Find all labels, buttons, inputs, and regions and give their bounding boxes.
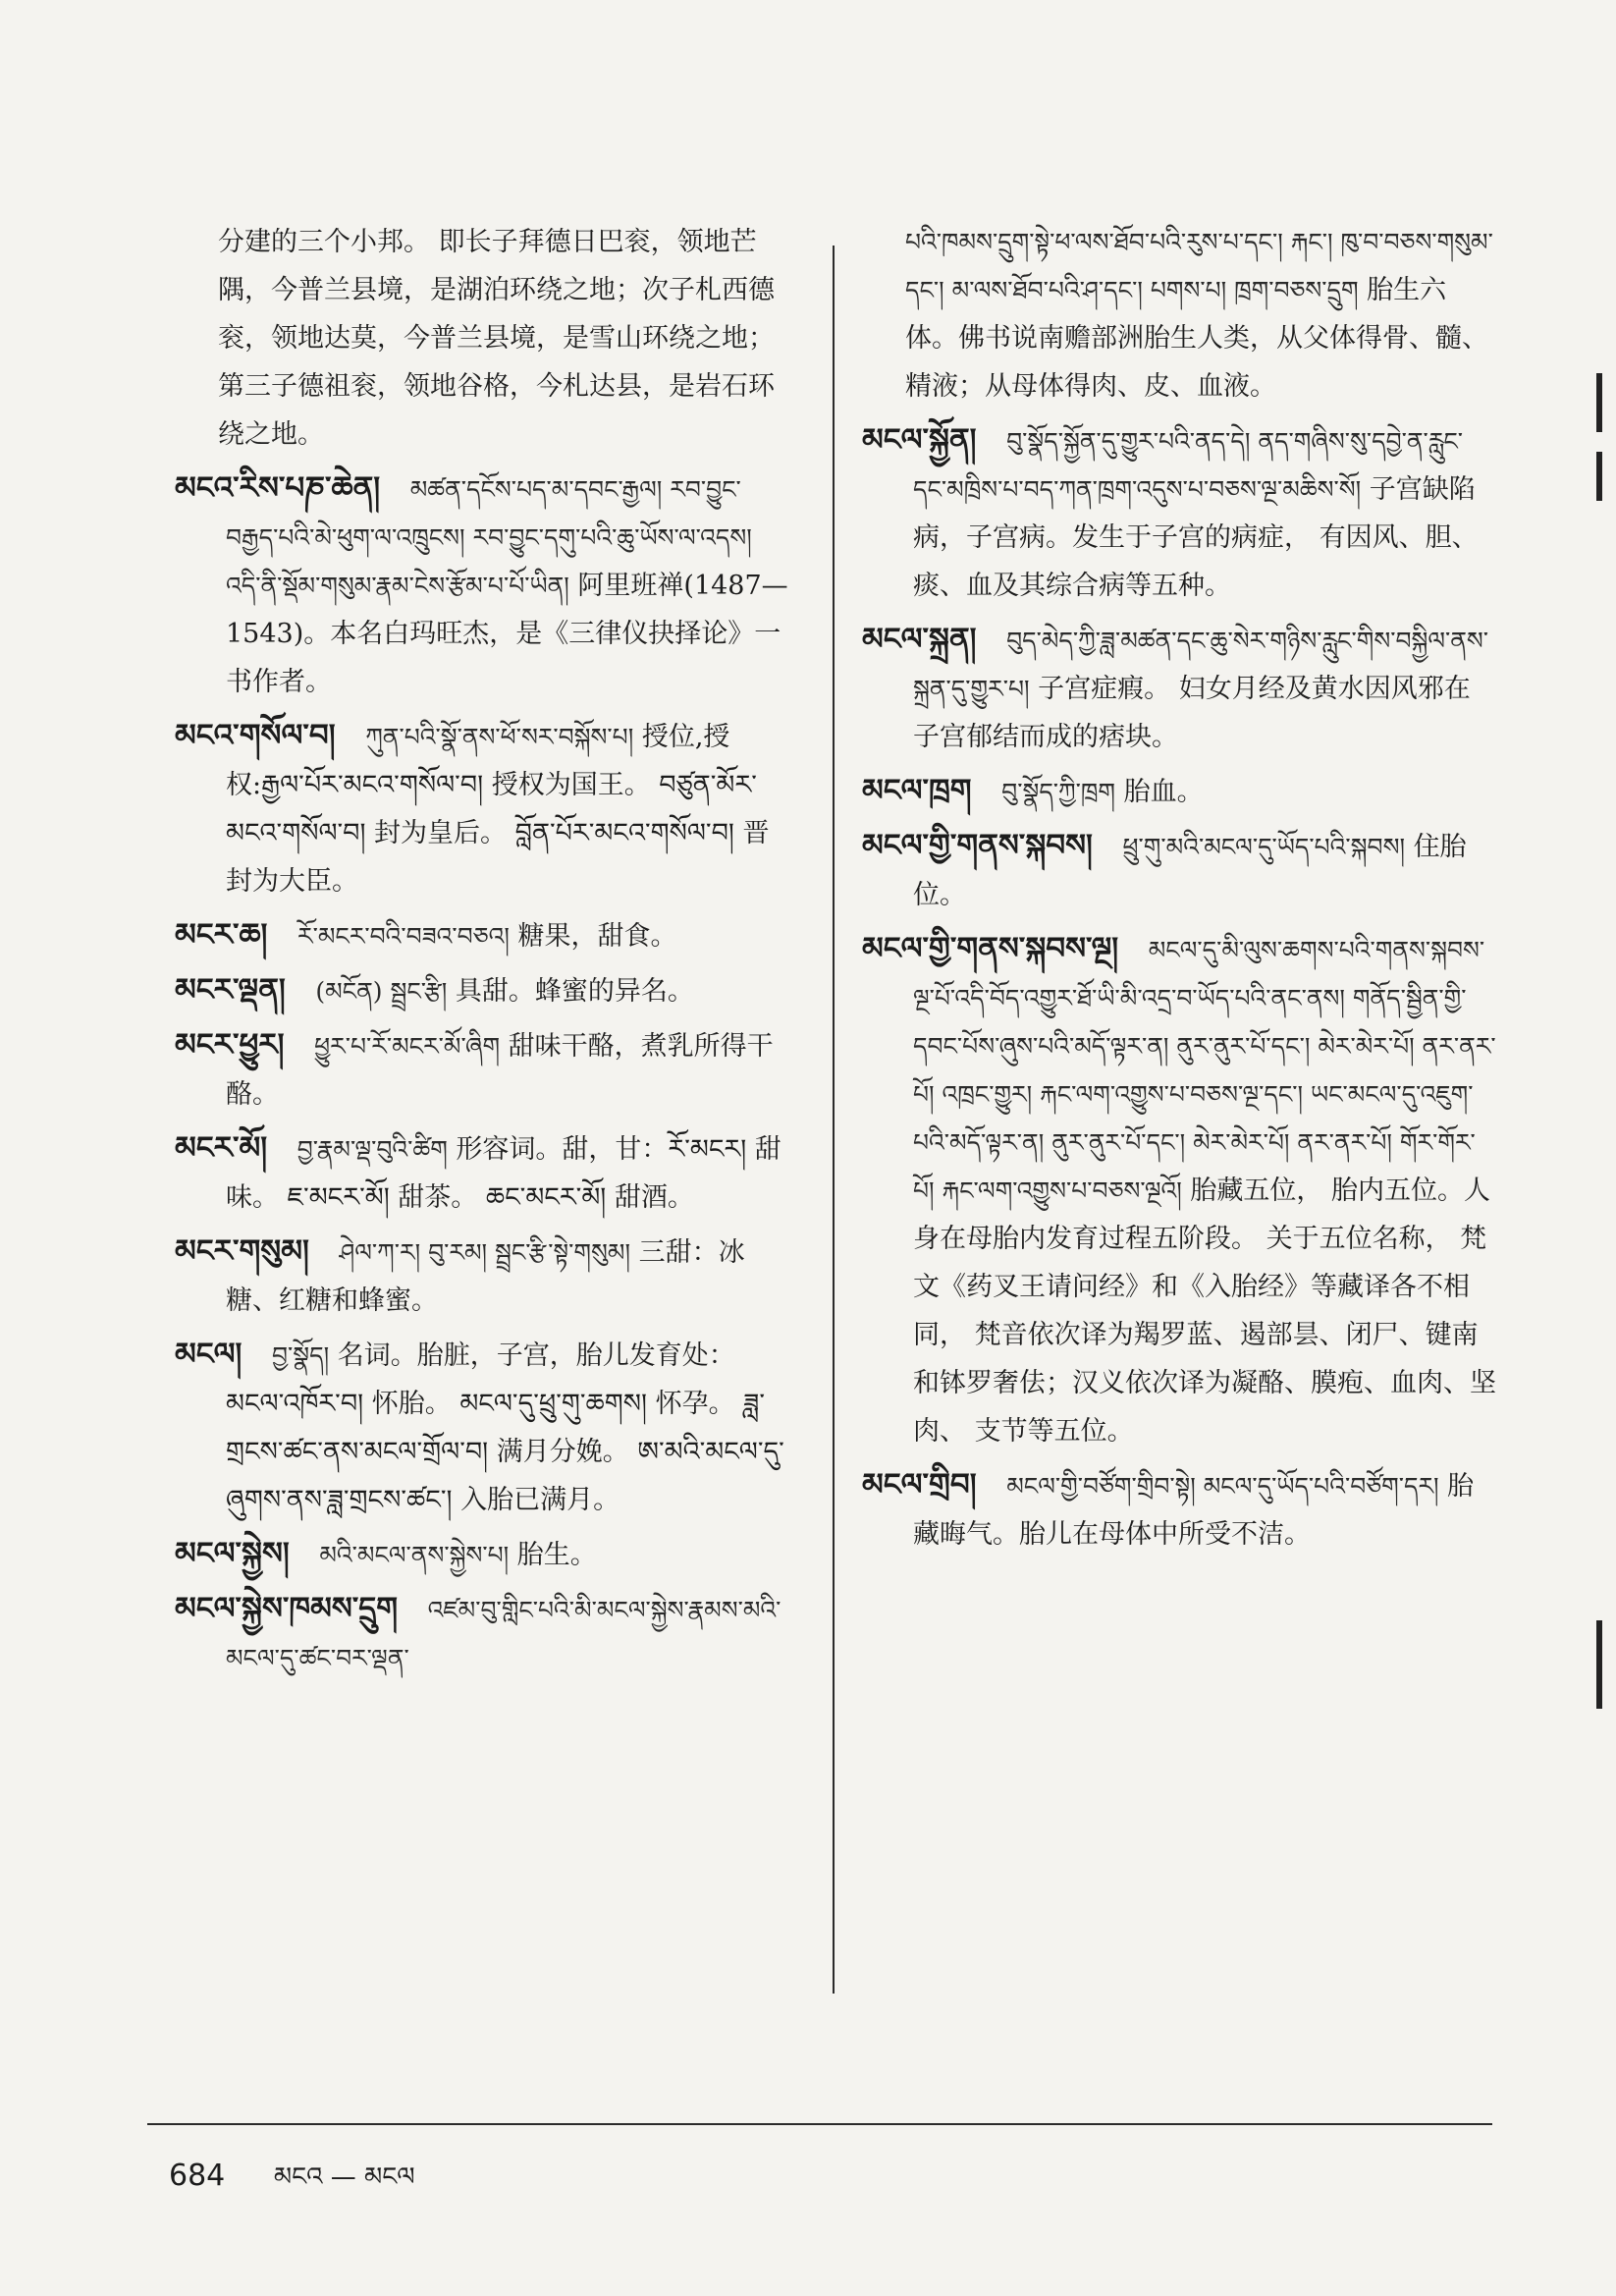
entry-chinese: 形容词。甜，甘：རོ་མངར། 甜味。 ཇ་མངར་མོ། 甜茶。 ཆང་མངར་མོ། 甜酒。 [226, 1134, 781, 1213]
entry-tibetan: མངལ་གྱི་བཙོག་གྲིབ་སྟེ། མངལ་དུ་ཡོད་པའི་བཙོག་དར། [1006, 1472, 1439, 1501]
entry-tibetan: རོ་མངར་བའི་བཟའ་བཅའ། [297, 922, 510, 951]
dictionary-entry [862, 218, 1496, 410]
footer-rule [147, 2123, 1492, 2125]
entry-tibetan: མཚན་དངོས་པད་མ་དབང་རྒྱལ། རབ་བྱུང་བརྒྱད་པའི་མེ་ཕུག་ལ་འཁྲུངས། རབ་བྱུང་དགུ་པའི་ཆུ་ཡོས་ལ་འདས། འདི་ནི་སྡོམ་གསུམ་རྣམ་ངེས་རྩོམ་པ་པོ་ཡིན། [226, 475, 752, 600]
entry-tibetan: ཤེལ་ཀ་ར། བུ་རམ། སྦྲང་རྩི་སྟེ་གསུམ། [339, 1238, 630, 1267]
page-number: 684 [169, 2159, 226, 2193]
entry-chinese: 分建的三个小邦。 即长子拜德日巴衮，领地芒隅，今普兰县境，是湖泊环绕之地；次子札西德衮，领地达莫，今普兰县境，是雪山环绕之地；第三子德祖衮，领地谷格，今札达县，是岩石环绕之地。 [218, 227, 775, 450]
left-column [175, 218, 793, 1688]
entry-headword: མངར་ལྡན། [175, 972, 286, 1008]
entry-chinese: 糖果，甜食。 [517, 921, 677, 952]
entry-chinese: 胎生六体。佛书说南赡部洲胎生人类，从父体得骨、髓、精液；从母体得肉、皮、血液。 [905, 275, 1488, 402]
entry-chinese: 三甜：冰糖、红糖和蜂蜜。 [226, 1237, 745, 1316]
dictionary-entry [175, 218, 793, 459]
entry-tibetan: འཛམ་བུ་གླིང་པའི་མི་མངལ་སྐྱེས་རྣམས་མའི་མངལ་དུ་ཚང་བར་ལྡན་ [226, 1596, 781, 1672]
entry-tibetan: བྱ་སྣོད། [272, 1341, 330, 1370]
dictionary-entry [175, 966, 793, 1015]
dictionary-entry [175, 1124, 793, 1222]
entry-chinese: 胎藏五位， 胎内五位。人身在母胎内发育过程五阶段。 关于五位名称， 梵文《药叉王请问经》和《入胎经》等藏译各不相同， 梵音依次译为羯罗蓝、遏部昙、闭尸、键南和钵罗奢佉；汉义依次译为凝酪、膜疱、血肉、坚肉、 支节等五位。 [913, 1175, 1496, 1447]
scan-edge-mark [1596, 1620, 1602, 1709]
entry-chinese: 甜味干酪，煮乳所得干酪。 [226, 1031, 774, 1110]
entry-headword: མངལ་སྐྱོན། [862, 422, 977, 458]
entry-headword: མངའ་རིས་པཎ་ཆེན། [175, 470, 381, 506]
dictionary-entry [175, 1585, 793, 1682]
scan-edge-mark [1596, 452, 1602, 501]
entry-tibetan: མའི་མངལ་ནས་སྐྱེས་པ། [319, 1541, 510, 1569]
dictionary-entry [175, 1021, 793, 1119]
column-divider [833, 246, 835, 1994]
entry-headword: མངར་མོ། [175, 1130, 268, 1166]
entry-chinese: 阿里班禅(1487—1543)。本名白玛旺杰，是《三律仪抉择论》一书作者。 [226, 571, 788, 697]
entry-chinese: 名词。胎脏，子宫，胎儿发育处：མངལ་འཁོར་བ། 怀胎。 མངལ་དུ་ཕྲུ་གུ་ཆགས། 怀孕。 ཟླ་གྲངས་ཚང་ནས་མངལ་གྲོལ་བ། 满月分娩。 ཨ་མའི་མངལ་དུ་ཞུགས་ནས་ཟླ་གྲངས་ཚང་། 入胎已满月。 [226, 1340, 784, 1515]
dictionary-entry [862, 767, 1496, 816]
page-footer [169, 2149, 415, 2220]
dictionary-entry [862, 416, 1496, 610]
dictionary-entry [175, 1530, 793, 1579]
dictionary-entry [175, 1228, 793, 1325]
dictionary-entry [175, 911, 793, 960]
entry-headword: མངལ་སྐྲན། [862, 622, 977, 657]
entry-tibetan: (མངོན) སྦྲང་རྩི། [315, 977, 448, 1006]
scan-edge-mark [1596, 373, 1602, 432]
entry-headword: མངལ་གྱི་གནས་སྐབས་ལྔ། [862, 931, 1119, 966]
entry-chinese: 具甜。蜂蜜的异名。 [455, 976, 694, 1007]
dictionary-entry [862, 925, 1496, 1455]
entry-tibetan: བུ་སྣོད་སྐྱོན་དུ་གྱུར་པའི་ནད་དེ། ནད་གཞིས་སུ་དབྱེ་ན་རླུང་དང་མཁྲིས་པ་བད་ཀན་ཁྲག་འདུས་པ་བཅས་ལྔ་མཆིས་སོ། [913, 427, 1463, 504]
dictionary-entry [175, 465, 793, 706]
entry-headword: མངར་ཆ། [175, 917, 268, 953]
entry-tibetan: ཀུན་པའི་སྣོ་ནས་ཕོ་སར་བསྐོས་པ། [365, 723, 634, 751]
entry-chinese: 子宫缺陷病，子宫病。发生于子宫的病症， 有因风、胆、痰、血及其综合病等五种。 [913, 474, 1479, 601]
entry-headword: མངལ་གྲིབ། [862, 1467, 977, 1503]
dictionary-entry [175, 1331, 793, 1524]
entry-tibetan: བུད་མེད་ཀྱི་ཟླ་མཚན་དང་ཆུ་སེར་གཉིས་རླུང་གིས་བསྐྱིལ་ནས་སྐྲན་དུ་གྱུར་པ། [913, 627, 1489, 703]
entry-chinese: 住胎位。 [913, 832, 1467, 910]
entry-headword: མངར་གསུམ། [175, 1233, 309, 1269]
entry-tibetan: བྱ་རྣམ་ལྡ་བུའི་ཚིག [296, 1135, 448, 1164]
entry-tibetan: ཕྲུ་གུ་མའི་མངལ་དུ་ཡོད་པའི་སྐབས། [1122, 833, 1405, 861]
entry-tibetan: བུ་སྣོད་ཀྱི་ཁྲག [1001, 778, 1115, 806]
running-head: མངའ — མངལ [273, 2162, 415, 2192]
entry-tibetan: ཕྱུར་པ་རོ་མངར་མོ་ཞིག [314, 1032, 501, 1061]
entry-chinese: 授位,授权:རྒྱལ་པོར་མངའ་གསོལ་བ། 授权为国王。 བཙུན་མོར་མངའ་གསོལ་བ། 封为皇后。 བློན་པོར་མངའ་གསོལ་བ། 晋封为大臣。 [226, 722, 770, 897]
entry-headword: མངལ་སྐྱེས་ཁམས་དྲུག [175, 1591, 399, 1626]
entry-headword: མངལ་གྱི་གནས་སྐབས། [862, 828, 1093, 863]
entry-chinese: 胎血。 [1123, 777, 1204, 807]
right-column [862, 218, 1496, 1564]
entry-headword: མངལ་སྐྱེས། [175, 1536, 290, 1571]
entry-headword: མངར་ཕྱུར། [175, 1027, 285, 1063]
entry-headword: མངའ་གསོལ་བ། [175, 718, 336, 753]
dictionary-entry [862, 616, 1496, 761]
entry-tibetan: མངལ་དུ་མི་ལུས་ཆགས་པའི་གནས་སྐབས་ལྔ་པོ་འདི་བོད་འགྱུར་ཐོ་ཡི་མི་འདྲ་བ་ཡོད་པའི་ནང་ནས། གནོད་སྦྱིན་གྱི་དབང་པོས་ཞུས་པའི་མདོ་ལྟར་ན། ནུར་ནུར་པོ་དང་། མེར་མེར་པོ། ནར་ནར་པོ། འཁྲང་གྱུར། རྐང་ལག་འགྱུས་པ་བཅས་ལྔ་དང་། ཡང་མངལ་དུ་འཇུག་པའི་མདོ་ལྟར་ན། ནུར་ནུར་པོ་དང་། མེར་མེར་པོ། ནར་ནར་པོ། གོར་གོར་པོ། རྐང་ལག་འགྱུས་པ་བཅས་ལྔའོ། [913, 936, 1496, 1205]
entry-chinese: 胎生。 [516, 1540, 597, 1570]
entry-headword: མངལ། [175, 1337, 242, 1372]
dictionary-entry [862, 1461, 1496, 1558]
entry-chinese: 胎藏晦气。胎儿在母体中所受不洁。 [913, 1471, 1475, 1550]
entry-chinese: 子宫症瘕。 妇女月经及黄水因风邪在子宫郁结而成的痞块。 [913, 674, 1471, 752]
entry-tibetan: པའི་ཁམས་དྲུག་སྟེ་ཕ་ལས་ཐོབ་པའི་རུས་པ་དང་། རྐང་། ཁུ་བ་བཅས་གསུམ་དང་། མ་ལས་ཐོབ་པའི་ཤ་དང་། པགས་པ། ཁྲག་བཅས་དྲུག [905, 228, 1493, 304]
entry-headword: མངལ་ཁྲག [862, 773, 972, 808]
dictionary-entry [862, 822, 1496, 919]
dictionary-entry [175, 712, 793, 905]
